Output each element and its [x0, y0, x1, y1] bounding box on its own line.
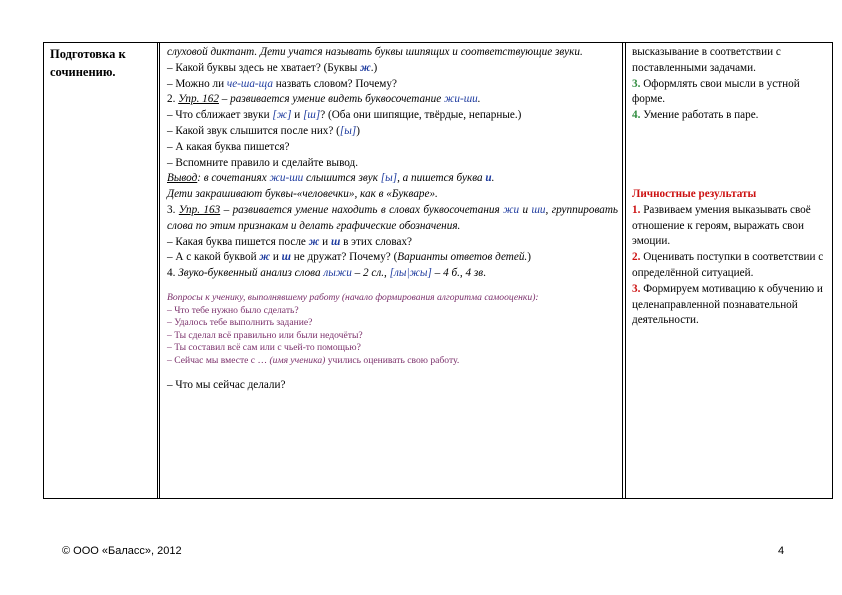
results-line: высказывание в соответствии с поставленными задачами. — [632, 46, 781, 74]
text-line: 3. Упр. 163 – развивается умение находить в словах буквосочетания жи и ши, группировать слова по этим признакам и делать графические обозначения. — [167, 203, 619, 232]
text-line: – Что мы сейчас делали? — [167, 378, 286, 391]
table-column-results — [625, 43, 832, 498]
copyright-footer: © ООО «Баласс», 2012 — [62, 545, 182, 557]
self-assessment-question: – Удалось тебе выполнить задание? — [167, 317, 313, 329]
lesson-table — [43, 42, 833, 499]
results-line: 1. Развиваем умения выказывать своё отношение к героям, выражать свои эмоции. — [632, 203, 811, 248]
self-assessment-question: – Сейчас мы вместе с … (имя ученика) учились оценивать свою работу. — [167, 354, 460, 366]
text-line: 2. Упр. 162 – развивается умение видеть буквосочетание жи-ши. — [167, 93, 481, 106]
text-line: – А с какой буквой ж и ш не дружат? Почему? (Варианты ответов детей.) — [167, 251, 531, 264]
text-line: – Можно ли че-ша-ща назвать словом? Почему? — [167, 77, 397, 90]
results-text — [632, 45, 827, 329]
text-line: слуховой диктант. Дети учатся называть буквы шипящих и соответствующие звуки. — [167, 46, 583, 58]
table-column-stage — [44, 43, 158, 498]
text-line: – Вспомните правило и сделайте вывод. — [167, 156, 359, 169]
text-line: – А какая буква пишется? — [167, 140, 290, 153]
table-column-content — [159, 43, 623, 498]
conclusion-line: Вывод: в сочетаниях жи-ши слышится звук [ы], а пишется буква и. — [167, 172, 495, 185]
personal-results-heading: Личностные результаты — [632, 187, 757, 200]
content-text — [167, 45, 618, 393]
self-assessment-intro: Вопросы к ученику, выполнявшему работу (начало формирования алгоритма самооценки): — [167, 291, 539, 303]
results-line: 3. Оформлять свои мысли в устной форме. — [632, 77, 800, 106]
text-line: – Какой звук слышится после них? ([ы]) — [167, 124, 360, 137]
self-assessment-question: – Ты сделал всё правильно или были недочёты? — [167, 329, 363, 341]
results-line: 4. Умение работать в паре. — [632, 109, 759, 122]
text-line: – Что сближает звуки [ж] и [ш]? (Оба они шипящие, твёрдые, непарные.) — [167, 109, 522, 122]
self-assessment-question: – Ты составил всё сам или с чьей-то помощью? — [167, 342, 361, 354]
results-line: 3. Формируем мотивацию к обучению и целенаправленной познавательной деятельности. — [632, 282, 823, 327]
page-number: 4 — [778, 545, 785, 557]
text-line: 4. Звуко-буквенный анализ слова лыжи – 2 сл., [лы|жы] – 4 б., 4 зв. — [167, 267, 486, 280]
section-title: Подготовка к сочинению. — [50, 47, 126, 79]
results-line: 2. Оценивать поступки в соответствии с определённой ситуацией. — [632, 251, 824, 279]
text-line: – Какой буквы здесь не хватает? (Буквы ж.) — [167, 61, 378, 74]
text-line: Дети закрашивают буквы-«человечки», как в «Букваре». — [167, 188, 438, 201]
self-assessment-question: – Что тебе нужно было сделать? — [167, 304, 299, 316]
text-line: – Какая буква пишется после ж и ш в этих словах? — [167, 235, 413, 248]
